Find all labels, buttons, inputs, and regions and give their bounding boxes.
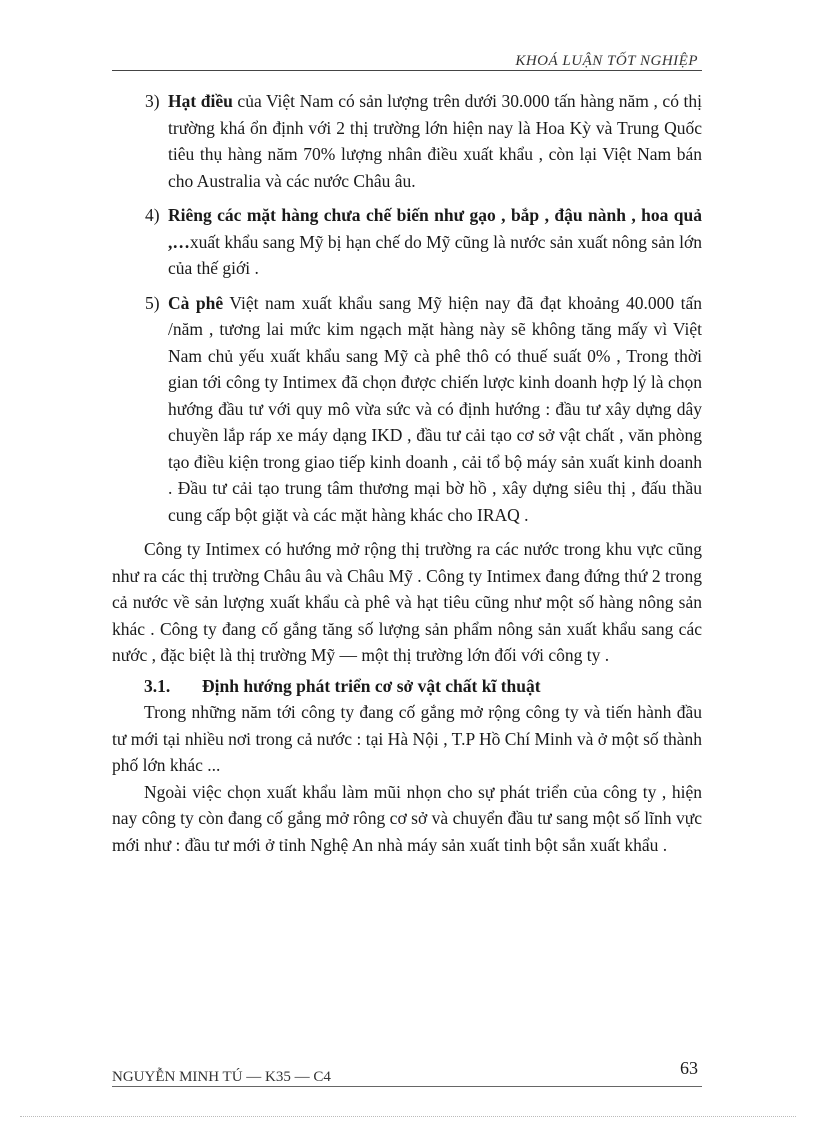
list-item-body: của Việt Nam có sản lượng trên dưới 30.000 tấn hàng năm , có thị trường khá ổn định với 2 thị trường lớn hiện nay là Hoa Kỳ và Trung Quốc tiêu thụ hàng năm 70% lượng nhân điều xuất khẩu , còn lại Việt Nam bán cho Australia và các nước Châu âu. xyxy=(168,91,702,191)
list-item-number: 4) xyxy=(145,205,160,225)
header-rule xyxy=(112,70,702,71)
page-number: 63 xyxy=(680,1058,698,1078)
list-item-text xyxy=(168,290,702,529)
running-header: KHOÁ LUẬN TỐT NGHIỆP xyxy=(515,53,698,68)
footer-author: NGUYỄN MINH TÚ — K35 — C4 xyxy=(112,1069,331,1084)
list-item xyxy=(112,88,702,194)
list-item-text xyxy=(168,88,702,194)
section-number: 3.1. xyxy=(144,675,171,696)
section-title: Định hướng phát triển cơ sở vật chất kĩ thuật xyxy=(202,675,541,696)
list-item-text xyxy=(168,202,702,282)
list-item-body: Việt nam xuất khẩu sang Mỹ hiện nay đã đạt khoảng 40.000 tấn /năm , tương lai mức kim ngạch mặt hàng này sẽ không tăng mấy vì Việt Nam chủ yếu xuất khẩu sang Mỹ cà phê thô có thuế suất 0% , Trong thời gian tới công ty Intimex đã chọn được chiến lược kinh doanh hợp lý là chọn hướng đầu tư với quy mô vừa sức và có định hướng : đầu tư xây dựng dây chuyền lắp ráp xe máy dạng IKD , đầu tư cải tạo cơ sở vật chất , văn phòng tạo điều kiện trong giao tiếp kinh doanh , cải tổ bộ máy sản xuất kinh doanh . Đầu tư cải tạo trung tâm thương mại bờ hồ , xây dựng siêu thị , đấu thầu cung cấp bột giặt và các mặt hàng khác cho IRAQ . xyxy=(168,292,702,525)
list-item-number: 3) xyxy=(145,91,160,111)
list-item-bold-term: Hạt điều xyxy=(168,91,233,111)
section-heading xyxy=(112,673,702,700)
list-item-bold-term: Riêng các mặt hàng chưa chế biến như gạo , bắp , đậu nành , hoa quả ,… xyxy=(168,205,702,252)
body-paragraph: Công ty Intimex có hướng mở rộng thị trường ra các nước trong khu vực cũng như ra các thị trường Châu âu và Châu Mỹ . Công ty Intimex đang đứng thứ 2 trong cả nước về sản lượng xuất khẩu cà phê và hạt tiêu cũng như một số hàng nông sản khác . Công ty đang cố gắng tăng số lượng sản phẩm nông sản xuất khẩu sang các nước , đặc biệt là thị trường Mỹ — một thị trường lớn đối với công ty . xyxy=(112,539,702,665)
body-paragraph: Trong những năm tới công ty đang cố gắng mở rộng công ty và tiến hành đầu tư mới tại nhiều nơi trong cả nước : tại Hà Nội , T.P Hồ Chí Minh và ở một số thành phố lớn khác ... xyxy=(112,702,702,775)
page-edge-divider xyxy=(20,1116,796,1117)
list-item-bold-term: Cà phê xyxy=(168,292,224,313)
body-paragraph: Ngoài việc chọn xuất khẩu làm mũi nhọn cho sự phát triển của công ty , hiện nay công ty còn đang cố gắng mở rông cơ sở và chuyển đầu tư sang một số lĩnh vực mới như : đầu tư mới ở tỉnh Nghệ An nhà máy sản xuất tinh bột sắn xuất khẩu . xyxy=(112,781,702,855)
list-item-number: 5) xyxy=(145,292,160,313)
list-item-body: xuất khẩu sang Mỹ bị hạn chế do Mỹ cũng là nước sản xuất nông sản lớn của thế giới . xyxy=(168,231,702,278)
list-item xyxy=(112,290,702,529)
footer-rule xyxy=(112,1086,702,1087)
page-body xyxy=(112,88,702,858)
list-item xyxy=(112,202,702,282)
